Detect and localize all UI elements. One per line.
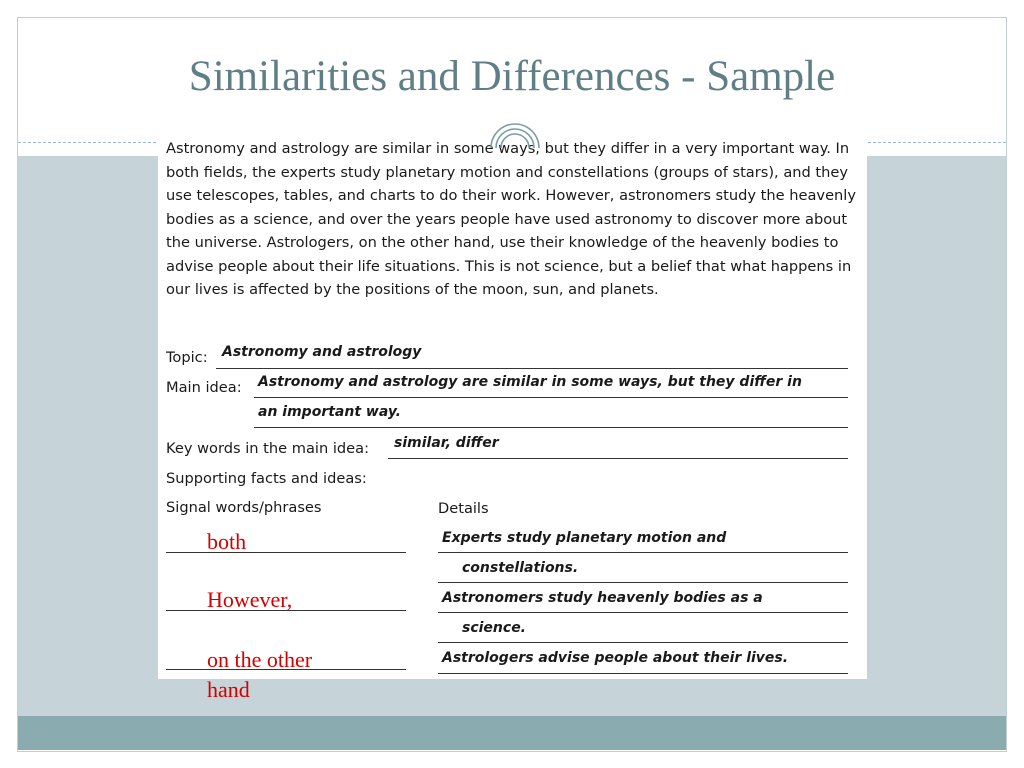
arc-ornament-icon (485, 114, 545, 150)
detail-line-2: constellations. (462, 560, 579, 576)
topic-value: Astronomy and astrology (222, 344, 422, 360)
key-words-label: Key words in the main idea: (166, 440, 370, 457)
main-idea-line-1: Astronomy and astrology are similar in some ways, but they differ in (258, 374, 802, 390)
topic-underline (216, 368, 848, 369)
answer-both: both (207, 529, 247, 554)
detail-line-5: Astrologers advise people about their lives. (442, 650, 789, 666)
detail-underline-3 (438, 612, 848, 613)
topic-label: Topic: (166, 349, 208, 366)
main-idea-line-2: an important way. (258, 404, 402, 420)
footer-band (18, 716, 1006, 750)
detail-line-1: Experts study planetary motion and (442, 530, 727, 546)
slide-title: Similarities and Differences - Sample (188, 53, 836, 100)
main-idea-underline-1 (254, 397, 848, 398)
signal-words-header: Signal words/phrases (166, 499, 322, 516)
main-idea-label: Main idea: (166, 379, 242, 396)
detail-underline-5 (438, 673, 848, 674)
answer-hand: hand (207, 677, 250, 702)
supporting-facts-label: Supporting facts and ideas: (166, 470, 367, 487)
main-idea-underline-2 (254, 427, 848, 428)
detail-line-4: science. (462, 620, 527, 636)
detail-underline-1 (438, 552, 848, 553)
detail-underline-2 (438, 582, 848, 583)
key-words-underline (388, 458, 848, 459)
detail-line-3: Astronomers study heavenly bodies as a (442, 590, 763, 606)
answer-on-the-other: on the other (207, 647, 313, 672)
worksheet-paragraph: Astronomy and astrology are similar in some ways, but they differ in a very important way. In both fields, the experts study planetary motion and constellations (groups of stars), and they use telescopes, tables, and charts to do their work. However, astronomers study the heavenly bodies as a science, and over the years people have used astronomy to discover more about the universe. Astrologers, on the other hand, use their knowledge of the heavenly bodies to advise people about their life situations. This is not science, but a belief that what happens in our lives is affected by the positions of the moon, sun, and planets. (166, 140, 856, 298)
key-words-value: similar, differ (394, 435, 499, 451)
detail-underline-4 (438, 642, 848, 643)
details-header: Details (438, 500, 489, 517)
answer-however: However, (207, 587, 293, 612)
signal-blank-1 (166, 552, 406, 553)
